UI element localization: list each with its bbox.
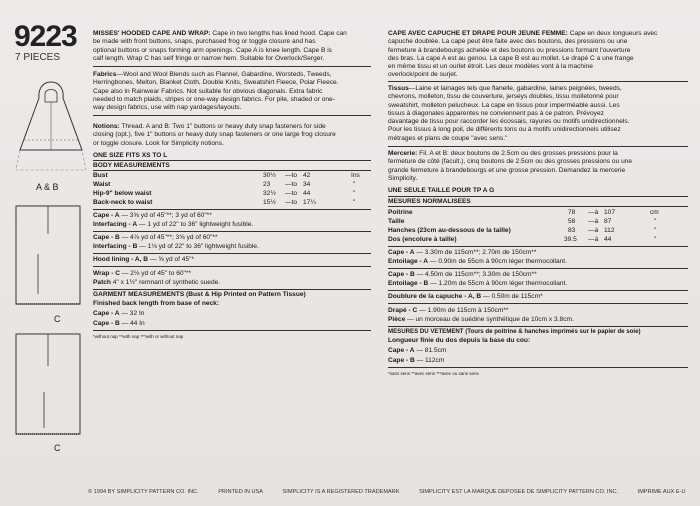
yardage-row: Patch 4" x 1½" remnant of synthetic suede.: [93, 279, 221, 286]
english-title: MISSES' HOODED CAPE AND WRAP:: [93, 30, 211, 37]
yardage-row: Entoilage - B — 1.20m de 55cm à 90cm léger thermocollant.: [388, 280, 568, 287]
divider: [93, 170, 371, 171]
french-tissus: Tissus—Laine et lainages tels que flanelle, gabardine, laines peignées, tweeds, chevrons, molleton, tissu de couverture, jerseys doubles, tissu molletonné pour sweatshirt, molleton pelucheux. La cape en tissus pour imperméable aussi. Les tissus à diagonales apparentes ne conviennent pas à ce patron. Prévoyez davantage de tissu pour raccorder les écossais, rayures ou motifs unidirectionnels. Pour les tissus à long poil, de différents tons ou à motifs unidirectionnels utilisez métrages et plans de coupe "avec sens.": [388, 85, 630, 142]
garment-measurements-head: GARMENT MEASUREMENTS (Bust & Hip Printed on Pattern Tissue): [93, 291, 306, 298]
english-body-head: BODY MEASUREMENTS: [93, 162, 170, 169]
wrap-c-drawing-2: [14, 332, 84, 438]
yardage-row: Wrap - C — 2⅛ yd of 45" to 60"**: [93, 270, 192, 277]
yardage-row: Cape - A — 3.30m de 115cm**; 2.70m de 150cm**: [388, 249, 537, 256]
divider: [93, 115, 371, 116]
figure-label-c-2: C: [54, 443, 61, 453]
divider: [388, 196, 688, 197]
english-description: MISSES' HOODED CAPE AND WRAP: Cape in two lengths has lined hood. Cape can be made with front buttons, snaps, purchased frog or toggle closure and has optional buttons or snaps forming arm openings. Cape A is knee length. Cape B is calf length. Wrap C has self fringe or narrow hem. Suitable for Overlock/Serger.: [93, 30, 347, 62]
divider: [93, 231, 371, 232]
yardage-row: Drapé - C — 1.90m de 115cm à 150cm**: [388, 307, 509, 314]
nap-note: *without nap **with nap ***with or without nap: [93, 334, 184, 339]
divider: [93, 253, 371, 254]
yardage-row: Interfacing - B — 1⅛ yd of 22" to 36" lightweight fusible.: [93, 243, 259, 250]
french-description: CAPE AVEC CAPUCHE ET DRAPE POUR JEUNE FEMME: Cape en deux longueurs avec capuche doublée. La cape peut être faite avec des boutons, des pressions ou une fermeture à brandebourgs achetée et des boutons ou pressions formant l'ouverture des bras. La cape A est au genou. La cape B est au mollet. Le drapé C a une frange en même tissu et un ourlet étroit. Les deux modèles vont à la machine overlock/point de surjet.: [388, 30, 658, 79]
piece-count: 7 PIECES: [15, 52, 61, 63]
english-size-head: ONE SIZE FITS XS TO L: [93, 152, 168, 159]
yardage-row: Doublure de la capuche - A, B — 0.50m de 115cm*: [388, 293, 543, 300]
length-row: Cape - A — 32 In: [93, 310, 145, 317]
figure-label-ab: A & B: [36, 182, 59, 192]
french-size-head: UNE SEULE TAILLE POUR TP A G: [388, 187, 495, 194]
english-fabrics: Fabrics—Wool and Wool Blends such as Flannel, Gabardine, Worsteds, Tweeds, Herringbones, Melton, Blanket Cloth, Double Knits, Sweatshirt Fleece, Polar Fleece. Cape also in Rainwear Fabrics. Not suitable for obvious diagonals. Extra fabric needed to match plaids, stripes or one-way design fabrics. For pile, shaded or one- way design fabrics, use with nap yardages/layouts.: [93, 71, 339, 112]
yardage-row: Cape - B — 4.50m de 115cm**; 3.30m de 150cm**: [388, 271, 537, 278]
divider: [388, 246, 688, 247]
yardage-row: Interfacing - A — 1 yd of 22" to 36" lightweight fusible.: [93, 221, 254, 228]
divider: [388, 146, 688, 147]
yardage-row: Cape - B — 4⅞ yd of 45"**; 3⅝ yd of 60"**: [93, 234, 218, 241]
french-title: CAPE AVEC CAPUCHE ET DRAPE POUR JEUNE FEMME:: [388, 30, 568, 37]
figure-label-c-1: C: [54, 314, 61, 324]
garment-measurements-head-fr: MESURES DU VETEMENT (Tours de poitrine & hanches imprimés sur le papier de soie): [388, 328, 641, 335]
french-body-head: MESURES NORMALISEES: [388, 198, 471, 205]
divider: [388, 268, 688, 269]
yardage-row: Entoilage - A — 0.90m de 55cm à 90cm léger thermocollant.: [388, 258, 567, 265]
length-row: Cape - B — 112cm: [388, 357, 445, 364]
nap-note-fr: *sans sens **avec sens ***avec ou sans sens: [388, 371, 479, 376]
pattern-back-page: 9223 7 PIECES A & B C C MISSES' HOODED CAPE AND WRAP: Cape in two lengths has lined hood. Cape can be made with front buttons, snaps, purchased frog or toggle closure and has optional buttons or snaps forming arm openings. Cape A is knee length. Cape B is calf length. Wrap C has self fringe or narrow hem. Suitable for Overlock/Serger. Fabrics—Wool and Wool Blends such as Flannel, Gabardine, Worsteds, Tweeds, Herringbones, Melton, Blanket Cloth, Double Knits, Sweatshirt Fleece, Polar Fleece. Cape also in Rainwear Fabrics. Not suitable for obvious diagonals. Extra fabric needed to match plaids, stripes or one-way design fabrics. For pile, shaded or one- way design fabrics, use with nap yardages/layouts. Notions: Thread. A and B: Two 1" buttons or heavy duty snap fasteners for side closing (opt.), five 1" buttons or heavy duty snap fasteners or one large frog closure or toggle closure. Look for Simplicity notions. ONE SIZE FITS XS TO L BODY MEASUREMENTS Bust 30½ —to 42 Ins Waist 23 —to 34 " Hip-9" below waist 32½ —to 44 " Back-neck to waist 15½ —to 17¼ " Cape - A — 3⅝ yd of 45"**; 3 yd of 60"** Interfacing - A — 1 yd of 22" to 36" lightweight fusible. Cape - B — 4⅞ yd of 45"**; 3⅝ yd of 60"** Interfacing - B — 1⅛ yd of 22" to 36" lightweight fusible. Hood lining - A, B — ⅝ yd of 45"* Wrap - C — 2⅛ yd of 45" to 60"** Patch 4" x 1½" remnant of synthetic suede. GARMENT MEASUREMENTS (Bust & Hip Printed on Pattern Tissue) Finished back length from base of neck: Cape - A — 32 In Cape - B — 44 In *without nap **with nap ***with or without nap CAPE AVEC CAPUCHE ET DRAPE POUR JEUNE FEMME: Cape en deux longueurs avec capuche doublée. La cape peut être faite avec des boutons, des pressions ou une fermeture à brandebourgs achetée et des boutons ou pressions formant l'ouverture des bras. La cape A est au genou. La cape B est au mollet. Le drapé C a une frange en même tissu et un ourlet étroit. Les deux modèles vont à la machine overlock/point de surjet. Tissus—Laine et lainages tels que flanelle, gabardine, laines peignées, tweeds, chevrons, molleton, tissu de couverture, jerseys doubles, tissu molletonné pour sweatshirt, molleton pelucheux. La cape en tissus pour imperméable aussi. Les tissus à diagonales apparentes ne conviennent pas à ce patron. Prévoyez davantage de tissu pour raccorder les écossais, rayures ou motifs unidirectionnels. Pour les tissus à long poil, de différents tons ou à motifs unidirectionnels utilisez métrages et plans de coupe "avec sens." Mercerie: Fil. A et B: deux boutons de 2.5cm ou des grosses pressions pour la fermeture de côté (facult.), cinq boutons de 2.5cm ou des grosses pressions ou une grande fermeture à brandebourgs et une grosse pression. Demandez la mercerie Simplicity. UNE SEULE TAILLE POUR TP A G MESURES NORMALISEES Poitrine 78 —à 107 cm Taille 58 —à 87 " Hanches (23cm au-dessous de la taille) 83 —à 112 " Dos (encolure à taille) 39.5 —à 44 " Cape - A — 3.30m de 115cm**; 2.70m de 150cm** Entoilage - A — 0.90m de 55cm à 90cm léger thermocollant. Cape - B — 4.50m de 115cm**; 3.30m de 150cm** Entoilage - B — 1.20m de 55cm à 90cm léger thermocollant. Doublure de la capuche - A, B — 0.50m de 115cm* Drapé - C — 1.90m de 115cm à 150cm** Pièce — un morceau de suédine synthétique de 10cm x 3.8cm. MESURES DU VETEMENT (Tours de poitrine & hanches imprimés sur le papier de soie) Longueur finie du dos depuis la base du cou: Cape - A — 81.5cm Cape - B — 112cm *sans sens **avec sens ***avec ou sans sens © 1994 BY SIMPLICITY PATTERN CO. INC. PRINTED IN USA SIMPLICITY IS A REGISTERED TRADEMARK SIMPLICITY EST LA MARQUE DEPOSEE DE SIMPLICITY PATTERN CO. INC. IMPRIME AUX E-U: [0, 0, 700, 506]
finished-length-label: Finished back length from base of neck:: [93, 300, 220, 307]
yardage-row: Hood lining - A, B — ⅝ yd of 45"*: [93, 256, 195, 263]
length-row: Cape - B — 44 In: [93, 320, 145, 327]
french-mercerie: Mercerie: Fil. A et B: deux boutons de 2.5cm ou des grosses pressions pour la fermeture de côté (facult.), cinq boutons de 2.5cm ou des grosses pressions ou une grande fermeture à brandebourgs et une grosse pression. Demandez la mercerie Simplicity.: [388, 150, 633, 182]
cape-ab-drawing: [12, 78, 90, 174]
divider: [93, 160, 371, 161]
yardage-row: Cape - A — 3⅝ yd of 45"**; 3 yd of 60"**: [93, 212, 212, 219]
divider: [93, 66, 371, 67]
divider: [93, 266, 371, 267]
divider: [93, 330, 371, 331]
divider: [388, 206, 688, 207]
pattern-number: 9223: [14, 20, 77, 53]
divider: [388, 303, 688, 304]
divider: [388, 367, 688, 368]
divider: [93, 289, 371, 290]
divider: [388, 290, 688, 291]
english-notions: Notions: Thread. A and B: Two 1" buttons or heavy duty snap fasteners for side closing (opt.), five 1" buttons or heavy duty snap fasteners or one large frog closure or toggle closure. Look for Simplicity notions.: [93, 123, 336, 147]
wrap-c-drawing-1: [14, 204, 84, 308]
length-row: Cape - A — 81.5cm: [388, 347, 447, 354]
copyright-footer: © 1994 BY SIMPLICITY PATTERN CO. INC. PRINTED IN USA SIMPLICITY IS A REGISTERED TRADEMARK SIMPLICITY EST LA MARQUE DEPOSEE DE SIMPLICITY PATTERN CO. INC. IMPRIME AUX E-U: [88, 489, 686, 495]
finished-length-label-fr: Longueur finie du dos depuis la base du cou:: [388, 337, 531, 344]
divider: [93, 209, 371, 210]
divider: [388, 81, 688, 82]
yardage-row: Pièce — un morceau de suédine synthétique de 10cm x 3.8cm.: [388, 316, 574, 323]
divider: [388, 326, 688, 327]
